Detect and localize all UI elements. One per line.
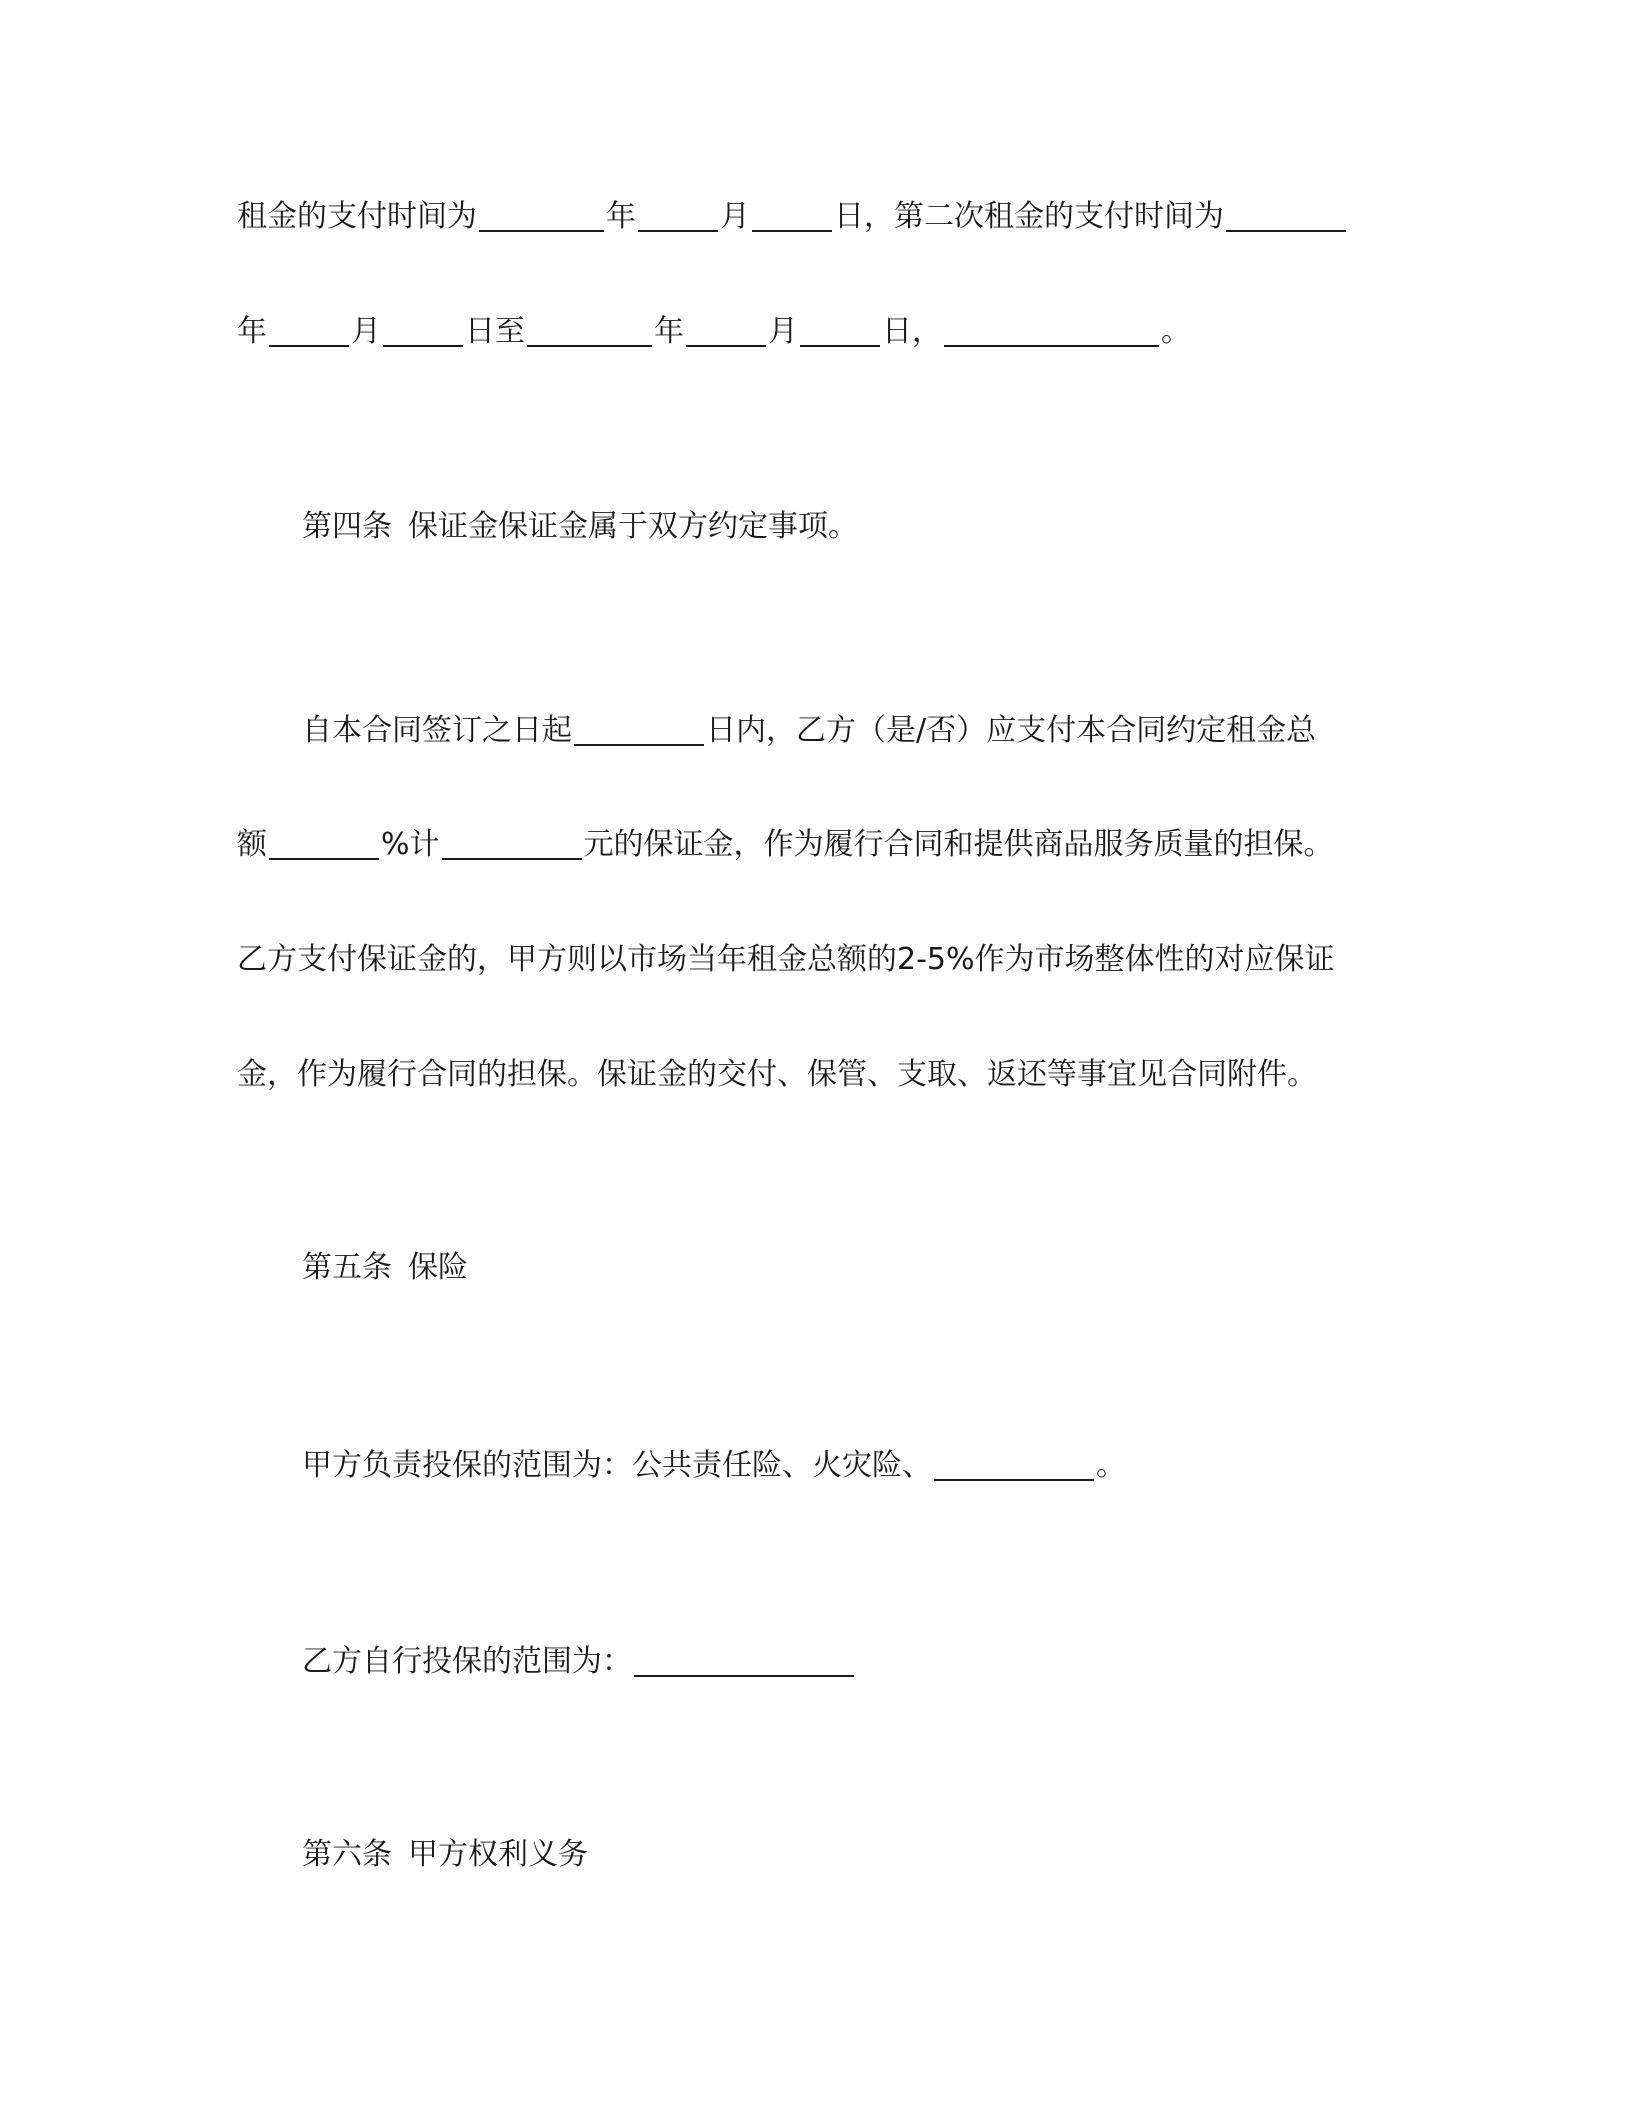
text-segment: 日至	[465, 314, 525, 349]
blank-field	[269, 315, 349, 347]
text-segment: 。	[1161, 314, 1191, 349]
text-segment: 元的保证金，作为履行合同和提供商品服务质量的担保。	[583, 827, 1334, 862]
article-4-paragraph-line-4	[237, 1050, 1317, 1090]
blank-field	[383, 315, 463, 347]
text-segment: 年	[654, 314, 684, 349]
text-segment: 乙方支付保证金的，甲方则以市场当年租金总额的2-5%作为市场整体性的对应保证	[237, 942, 1335, 977]
blank-field	[479, 200, 604, 232]
text-segment: 日，	[882, 314, 942, 349]
blank-field	[934, 1449, 1094, 1481]
text-segment: 租金的支付时间为	[237, 199, 477, 234]
blank-field	[638, 200, 718, 232]
article-5-paragraph-2	[302, 1637, 856, 1677]
text-segment: 甲方负责投保的范围为：公共责任险、火灾险、	[302, 1448, 932, 1483]
blank-field	[442, 828, 582, 860]
text-segment: 乙方自行投保的范围为：	[302, 1644, 632, 1679]
text-segment: 年	[237, 314, 267, 349]
payment-time-line-2	[237, 307, 1191, 347]
blank-field	[527, 315, 652, 347]
blank-field	[686, 315, 766, 347]
article-4-heading	[302, 502, 858, 542]
text-segment: 月	[768, 314, 798, 349]
text-segment: 月	[351, 314, 381, 349]
article-title: 保证金保证金属于双方约定事项。	[408, 509, 858, 544]
blank-field	[634, 1645, 854, 1677]
article-4-paragraph-line-1	[302, 706, 1316, 746]
blank-field	[800, 315, 880, 347]
payment-time-line-1	[237, 192, 1348, 232]
text-segment: 金，作为履行合同的担保。保证金的交付、保管、支取、返还等事宜见合同附件。	[237, 1057, 1317, 1092]
blank-field	[1226, 200, 1346, 232]
text-segment: 。	[1096, 1448, 1126, 1483]
article-number: 第四条	[302, 509, 392, 544]
article-5-heading	[302, 1243, 468, 1283]
blank-field	[269, 828, 379, 860]
blank-field	[752, 200, 832, 232]
article-number: 第六条	[302, 1837, 392, 1872]
article-4-paragraph-line-3	[237, 935, 1335, 975]
text-segment: 年	[606, 199, 636, 234]
text-segment: 自本合同签订之日起	[302, 713, 572, 748]
article-6-heading	[302, 1830, 588, 1870]
article-4-paragraph-line-2	[237, 820, 1334, 860]
text-segment: 月	[720, 199, 750, 234]
article-number: 第五条	[302, 1250, 392, 1285]
article-5-paragraph-1	[302, 1441, 1126, 1481]
blank-field	[574, 714, 704, 746]
blank-field	[944, 315, 1159, 347]
text-segment: 日内，乙方（是/否）应支付本合同约定租金总	[706, 713, 1317, 748]
text-segment: 日，第二次租金的支付时间为	[834, 199, 1224, 234]
text-segment: %计	[381, 827, 440, 862]
text-segment: 额	[237, 827, 267, 862]
article-title: 保险	[408, 1250, 468, 1285]
article-title: 甲方权利义务	[408, 1837, 588, 1872]
